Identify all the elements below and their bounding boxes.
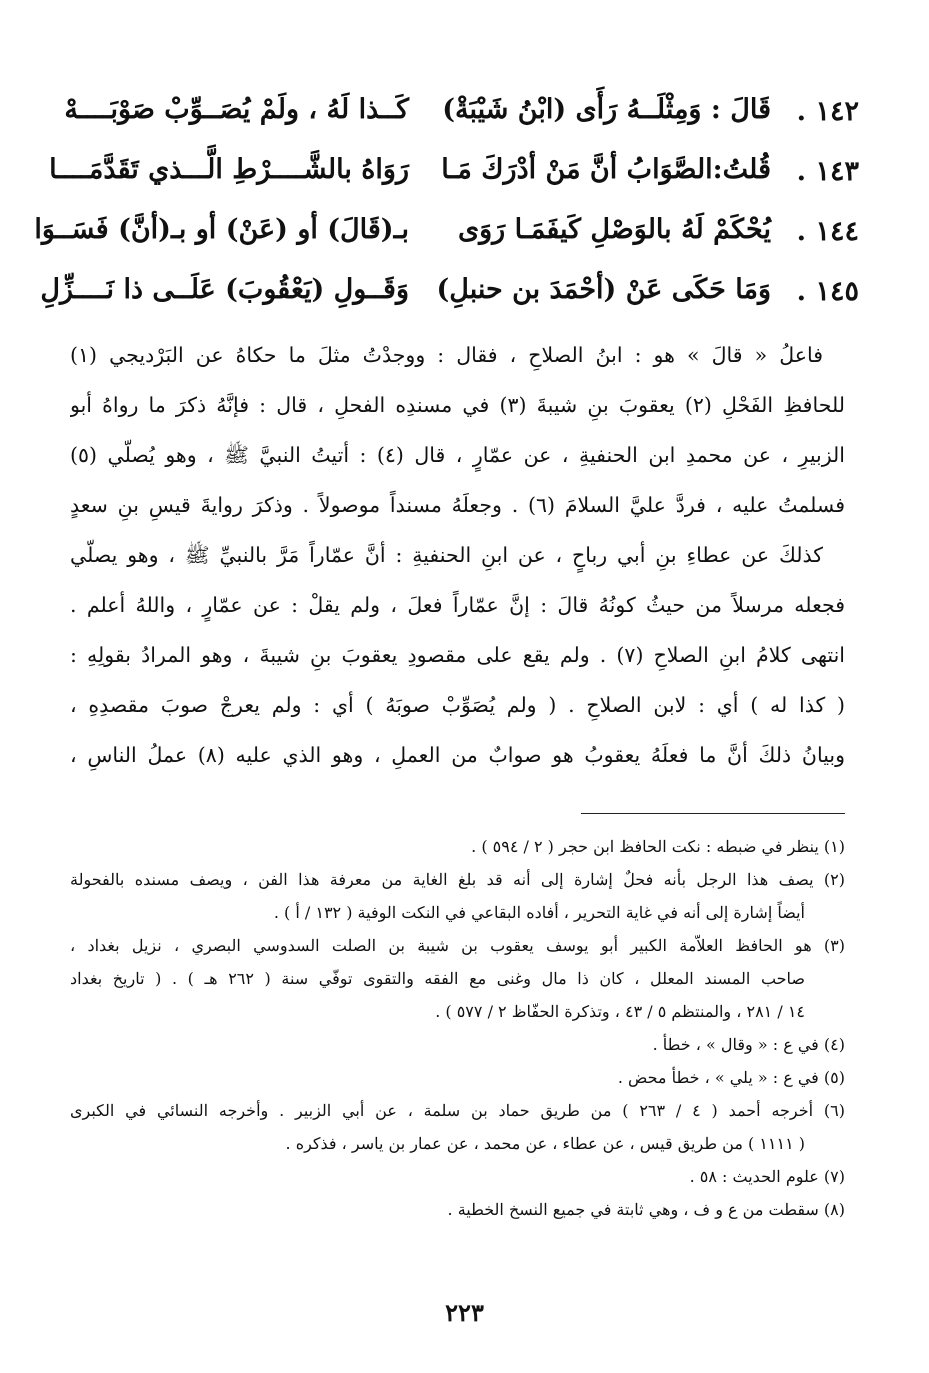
verse-first-hemistich: قُلتُ:الصَّوَابُ أنَّ مَنْ أدْرَكَ مَـا	[441, 154, 771, 185]
verse-first-hemistich: يُحْكَمْ لَهُ بالوَصْلِ كَيفَمَـا رَوَى	[457, 214, 771, 245]
footnote-continuation: صاحب المسند المعلل ، كان ذا مال وغنى مع الفقه والتقوى توفّي سنة ( ٢٦٢ هـ ) . ( تاريخ بغداد	[70, 969, 805, 988]
commentary-text	[70, 330, 845, 780]
footnote: (٨) سقطت من ع و ف ، وهي ثابتة في جميع النسخ الخطية .	[447, 1200, 845, 1219]
verse-line	[34, 212, 859, 272]
commentary-line: وبيانُ ذلكَ أنَّ ما فعلَهُ يعقوبُ هو صوابٌ من العملِ ، وهو الذي عليه (٨) عملُ الناسِ ،	[70, 743, 845, 767]
commentary-line: ( كذا له ) أي : لابن الصلاحِ . ( ولم يُصَوِّبْ صوبَهُ ) أي : ولم يعرجْ صوبَ مقصدِهِ ،	[70, 693, 845, 717]
verse-first-hemistich: قَالَ : وَمِثْلَــهُ رَأَى (ابْنُ شَيْبَةْ)	[442, 94, 771, 125]
verse-number: ١٤٢ .	[796, 96, 859, 127]
footnote: (٥) في ع : « يلي » ، خطأ محض .	[617, 1068, 845, 1087]
footnotes	[70, 830, 845, 1226]
footnote-continuation: ١٤ / ٢٨١ ، والمنتظم ٥ / ٤٣ ، وتذكرة الحفّاظ ٢ / ٥٧٧ ) .	[435, 1002, 805, 1021]
verse-first-hemistich: وَمَا حَكَى عَنْ (أحْمَدَ بن حنبلِ)	[436, 274, 771, 305]
verse-second-hemistich: رَوَاهُ بالشَّــــرْطِ الَّـــذي تَقَدَّمَــــا	[49, 154, 409, 185]
verse-number: ١٤٣ .	[796, 156, 859, 187]
verse-number: ١٤٤ .	[796, 216, 859, 247]
commentary-line: للحافظِ الفَحْلِ (٢) يعقوبَ بنِ شيبةَ (٣) في مسندِه الفحلِ ، قال : فإنَّهُ ذكرَ ما رواهُ أبو	[70, 393, 845, 417]
verse-second-hemistich: بـ(قَالَ) أو (عَنْ) أو بـ(أنَّ) فَسَــوَا	[34, 214, 409, 245]
footnote: (٧) علوم الحديث : ٥٨ .	[689, 1167, 845, 1186]
footnote: (٤) في ع : « وقال » ، خطأ .	[652, 1035, 845, 1054]
verse-line	[64, 92, 859, 152]
commentary-line: فسلمتُ عليه ، فردَّ عليَّ السلامَ (٦) . وجعلَهُ مسنداً موصولاً . وذكرَ روايةَ قيسِ بنِ سعدٍ	[70, 493, 845, 517]
verse-block	[34, 92, 859, 332]
footnote-continuation: أيضاً إشارة إلى أنه في غاية التحرير ، أفاده البقاعي في النكت الوفية ( ١٣٢ / أ ) .	[273, 903, 805, 922]
footnote: (٦) أخرجه أحمد ( ٤ / ٢٦٣ ) من طريق حماد بن سلمة ، عن أبي الزبير . وأخرجه النسائي في الكبرى	[70, 1101, 845, 1120]
verse-line	[49, 152, 859, 212]
commentary-line: الزبيرِ ، عن محمدِ ابن الحنفيةِ ، عن عمّارٍ ، قال (٤) : أتيتُ النبيَّ ﷺ ، وهو يُصلّي (٥)	[70, 443, 845, 467]
footnote-continuation: ( ١١١١ ) من طريق قيس ، عن عطاء ، عن محمد ، عن عمار بن ياسر ، فذكره .	[285, 1134, 805, 1153]
commentary-line: انتهى كلامُ ابنِ الصلاحِ (٧) . ولم يقع على مقصودِ يعقوبَ بنِ شيبةَ ، وهو المرادُ بقولِهِ :	[70, 643, 845, 667]
footnote: (٢) يصف هذا الرجل بأنه فحلٌ إشارة إلى أنه قد بلغ الغاية من معرفة هذا الفن ، ويصف مسنده بالفحولة	[70, 870, 845, 889]
commentary-line: فجعله مرسلاً من حيثُ كونُهُ قالَ : إنَّ عمّاراً فعلَ ، ولم يقلْ : عن عمّارٍ ، واللهُ أعلم .	[70, 593, 845, 617]
verse-second-hemistich: وَقَــولِ (يَعْقُوبَ) عَلَــى ذا نَــــزِّلِ	[40, 274, 409, 305]
verse-line	[40, 272, 859, 332]
footnote: (٣) هو الحافظ العلاّمة الكبير أبو يوسف يعقوب بن شيبة بن الصلت السدوسي البصري ، نزيل بغداد ،	[70, 936, 845, 955]
commentary-line: كذلكَ عن عطاءِ بنِ أبي رباحٍ ، عن ابنِ الحنفيةِ : أنَّ عمّاراً مَرَّ بالنبيِّ ﷺ ، وهو يصلّي	[70, 543, 823, 567]
footnote-divider	[581, 813, 845, 814]
commentary-line: فاعلُ « قالَ » هو : ابنُ الصلاحِ ، فقال : ووجدْتُ مثلَ ما حكاهُ عن البَرْديجي (١)	[70, 343, 823, 367]
footnote: (١) ينظر في ضبطه : نكت الحافظ ابن حجر ( ٢ / ٥٩٤ ) .	[471, 837, 845, 856]
verse-second-hemistich: كَــذا لَهُ ، ولَمْ يُصَــوِّبْ صَوْبَــــهْ	[64, 94, 409, 125]
page-number: ٢٢٣	[445, 1298, 484, 1327]
verse-number: ١٤٥ .	[796, 276, 859, 307]
